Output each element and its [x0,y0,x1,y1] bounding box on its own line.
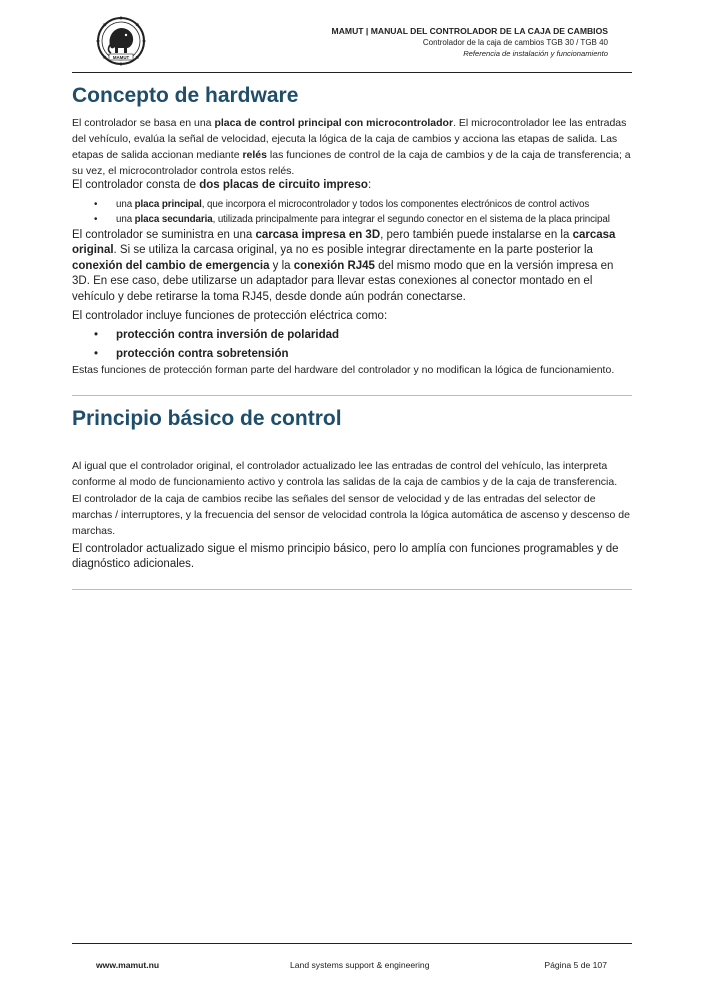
list-item: • una placa secundaria, utilizada principalmente para integrar el segundo conector en el sistema de la placa principal [72,212,632,227]
logo-text: MAMUT [112,54,130,60]
header-divider [72,72,632,73]
section-heading-hardware: Concepto de hardware [72,84,299,107]
control-paragraph-3: El controlador actualizado sigue el mismo principio básico, pero lo amplía con funciones programables y de diagnóstico adicionales. [72,543,619,571]
section-heading-control: Principio básico de control [72,407,342,430]
mammoth-logo-icon [96,16,146,66]
list-item: • protección contra sobretensión [72,345,632,364]
control-paragraph-1: Al igual que el controlador original, el controlador actualizado lee las entradas de control del vehículo, las interpreta conforme al modo de funcionamiento activo y controla las salidas de la caja de cambios y de la caja de transferencia. [72,460,618,488]
board-list [72,197,632,227]
section-divider [72,589,632,590]
control-paragraph-2: El controlador de la caja de cambios recibe las señales del sensor de velocidad y de las entradas del selector de marchas / interruptores, y la frecuencia del sensor de velocidad controla la lógica automática de ascenso y descenso de marchas. [72,493,630,537]
hardware-paragraph-3: El controlador se suministra en una carcasa impresa en 3D, pero también puede instalarse en la carcasa original. Si se utiliza la carcasa original, ya no es posible integrar directamente en la parte posterior la conexión del cambio de emergencia y la conexión RJ45 del mismo modo que en la versión impresa en 3D. En ese caso, debe utilizarse un adaptador para llevar estas conexiones al conector montado en el vehículo y debe retirarse la toma RJ45, desde donde aún podrán conectarse. [72,229,616,303]
footer-page-number: Página 5 de 107 [544,960,607,970]
hardware-paragraph-5: Estas funciones de protección forman parte del hardware del controlador y no modifican la lógica de funcionamiento. [72,364,615,376]
section-divider [72,395,632,396]
document-subtitle: Controlador de la caja de cambios TGB 30 / TGB 40 [422,38,608,47]
hardware-paragraph-4: El controlador incluye funciones de protección eléctrica como: [72,310,388,322]
footer-divider [72,943,632,944]
header-text [332,26,608,59]
page-header [72,0,632,74]
protection-list [72,326,632,364]
hardware-paragraph-1: El controlador se basa en una placa de control principal con microcontrolador. El microcontrolador lee las entradas del vehículo, evalúa la señal de velocidad, ejecuta la lógica de la caja de cambios y acciona las etapas de salida. Las etapas de salida accionan mediante relés las funciones de control de la caja de cambios y de la caja de transferencia; a su vez, el microcontrolador controla estos relés. [72,117,631,177]
hardware-paragraph-2: El controlador consta de dos placas de circuito impreso: [72,179,372,191]
footer-tagline: Land systems support & engineering [290,960,430,970]
document-reference: Referencia de instalación y funcionamiento [463,49,608,58]
footer-website: www.mamut.nu [96,960,160,970]
document-title: MAMUT | MANUAL DEL CONTROLADOR DE LA CAJA DE CAMBIOS [331,26,608,36]
list-item: • una placa principal, que incorpora el microcontrolador y todos los componentes electrónicos de control activos [72,197,632,212]
list-item: • protección contra inversión de polaridad [72,326,632,345]
